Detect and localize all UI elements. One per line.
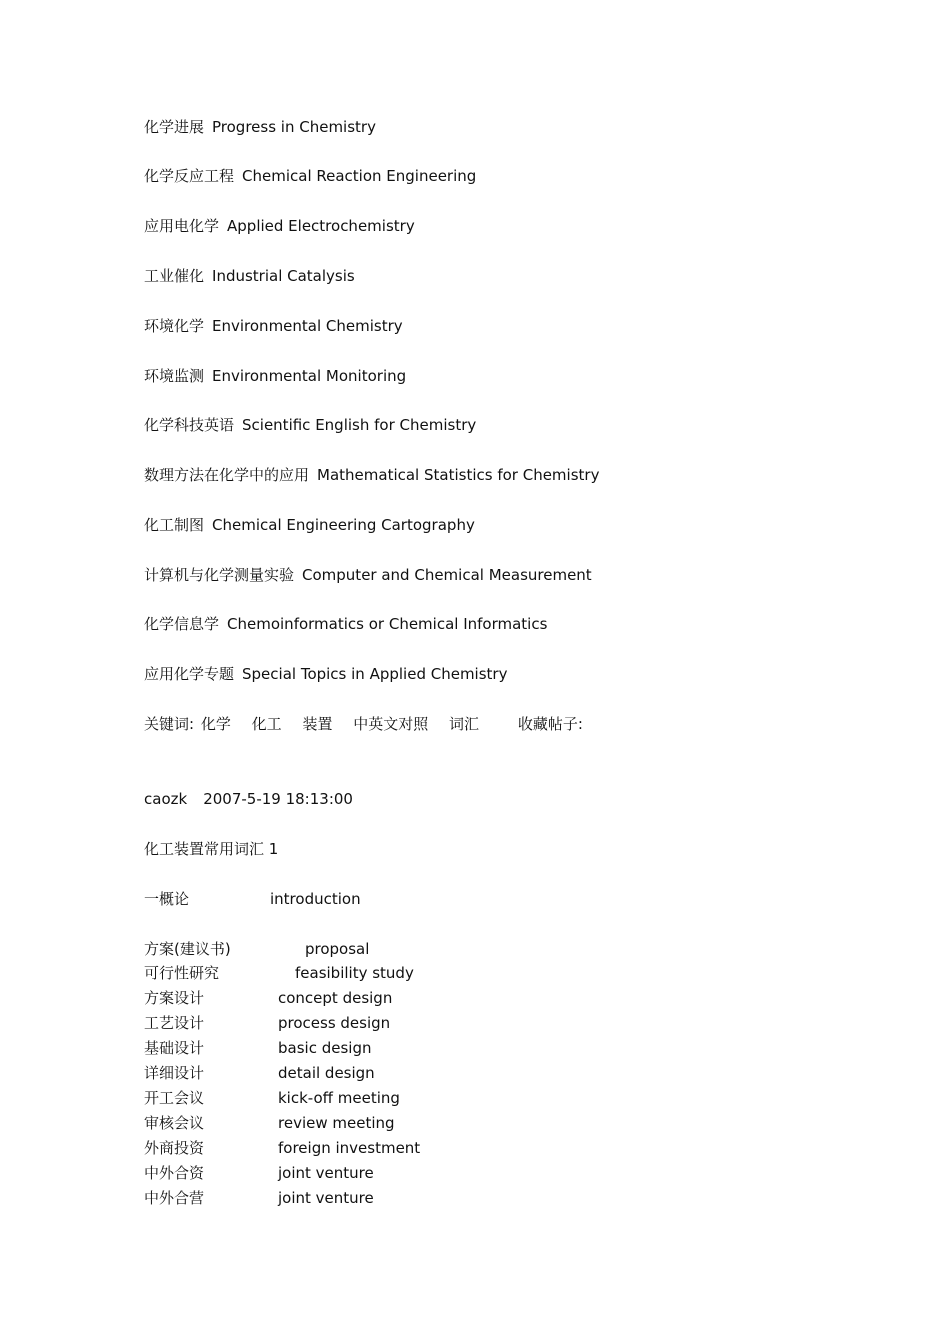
course-line (144, 166, 476, 186)
course-en: Environmental Monitoring (212, 367, 407, 385)
course-zh: 化学反应工程 (144, 167, 235, 185)
term-zh: 方案设计 (144, 989, 205, 1007)
course-line (144, 316, 403, 336)
course-en: Chemical Engineering Cartography (212, 516, 475, 534)
term-en: basic design (278, 1039, 372, 1057)
course-zh: 环境监测 (144, 367, 205, 385)
course-en: Scientific English for Chemistry (242, 416, 477, 434)
term-zh: 外商投资 (144, 1139, 205, 1157)
course-zh: 化学进展 (144, 118, 205, 136)
favorite-post-link[interactable]: 收藏帖子: (517, 715, 583, 733)
term-zh: 中外合营 (144, 1189, 205, 1207)
post-meta (144, 789, 353, 809)
term-zh: 中外合资 (144, 1164, 205, 1182)
keywords-label: 关键词: (144, 715, 195, 733)
course-en: Special Topics in Applied Chemistry (242, 665, 508, 683)
term-en: review meeting (278, 1114, 395, 1132)
course-en: Applied Electrochemistry (227, 217, 415, 235)
course-zh: 环境化学 (144, 317, 205, 335)
course-en: Industrial Catalysis (212, 267, 355, 285)
course-line (144, 216, 415, 236)
course-line (144, 415, 476, 435)
post-author: caozk (144, 790, 188, 808)
term-en: proposal (305, 940, 370, 958)
keyword-link[interactable]: 中英文对照 (353, 715, 429, 733)
course-en: Chemical Reaction Engineering (242, 167, 477, 185)
term-en: foreign investment (278, 1139, 421, 1157)
keyword-link[interactable]: 化工 (251, 715, 282, 733)
post-datetime: 2007-5-19 18:13:00 (203, 790, 353, 808)
term-en: kick-off meeting (278, 1089, 400, 1107)
course-zh: 工业催化 (144, 267, 205, 285)
term-zh: 详细设计 (144, 1064, 205, 1082)
term-zh: 审核会议 (144, 1114, 205, 1132)
course-en: Mathematical Statistics for Chemistry (317, 466, 600, 484)
keyword-link[interactable]: 词汇 (449, 715, 480, 733)
course-zh: 应用化学专题 (144, 665, 235, 683)
term-zh: 基础设计 (144, 1039, 205, 1057)
course-zh: 数理方法在化学中的应用 (144, 466, 310, 484)
term-zh: 工艺设计 (144, 1014, 205, 1032)
term-zh: 开工会议 (144, 1089, 205, 1107)
course-line (144, 366, 406, 386)
section-zh: 一概论 (144, 890, 190, 908)
course-line (144, 664, 507, 684)
term-en: detail design (278, 1064, 375, 1082)
course-zh: 化学信息学 (144, 615, 220, 633)
course-line (144, 565, 592, 585)
course-line (144, 266, 355, 286)
term-zh: 可行性研究 (144, 964, 220, 982)
course-line (144, 117, 376, 137)
keyword-link[interactable]: 装置 (302, 715, 333, 733)
course-zh: 化工制图 (144, 516, 205, 534)
term-en: joint venture (278, 1164, 374, 1182)
course-line (144, 515, 475, 535)
section-en: introduction (270, 890, 361, 908)
post-title: 化工装置常用词汇 1 (144, 840, 279, 858)
course-en: Computer and Chemical Measurement (302, 566, 592, 584)
course-en: Chemoinformatics or Chemical Informatics (227, 615, 548, 633)
term-zh: 方案(建议书) (144, 940, 231, 958)
keyword-link[interactable]: 化学 (200, 715, 231, 733)
course-en: Environmental Chemistry (212, 317, 403, 335)
course-en: Progress in Chemistry (212, 118, 376, 136)
term-en: joint venture (278, 1189, 374, 1207)
course-zh: 计算机与化学测量实验 (144, 566, 295, 584)
term-en: process design (278, 1014, 391, 1032)
course-zh: 应用电化学 (144, 217, 220, 235)
keywords-line (144, 714, 583, 734)
course-zh: 化学科技英语 (144, 416, 235, 434)
course-line (144, 614, 547, 634)
term-en: feasibility study (295, 964, 414, 982)
course-line (144, 465, 599, 485)
term-en: concept design (278, 989, 393, 1007)
